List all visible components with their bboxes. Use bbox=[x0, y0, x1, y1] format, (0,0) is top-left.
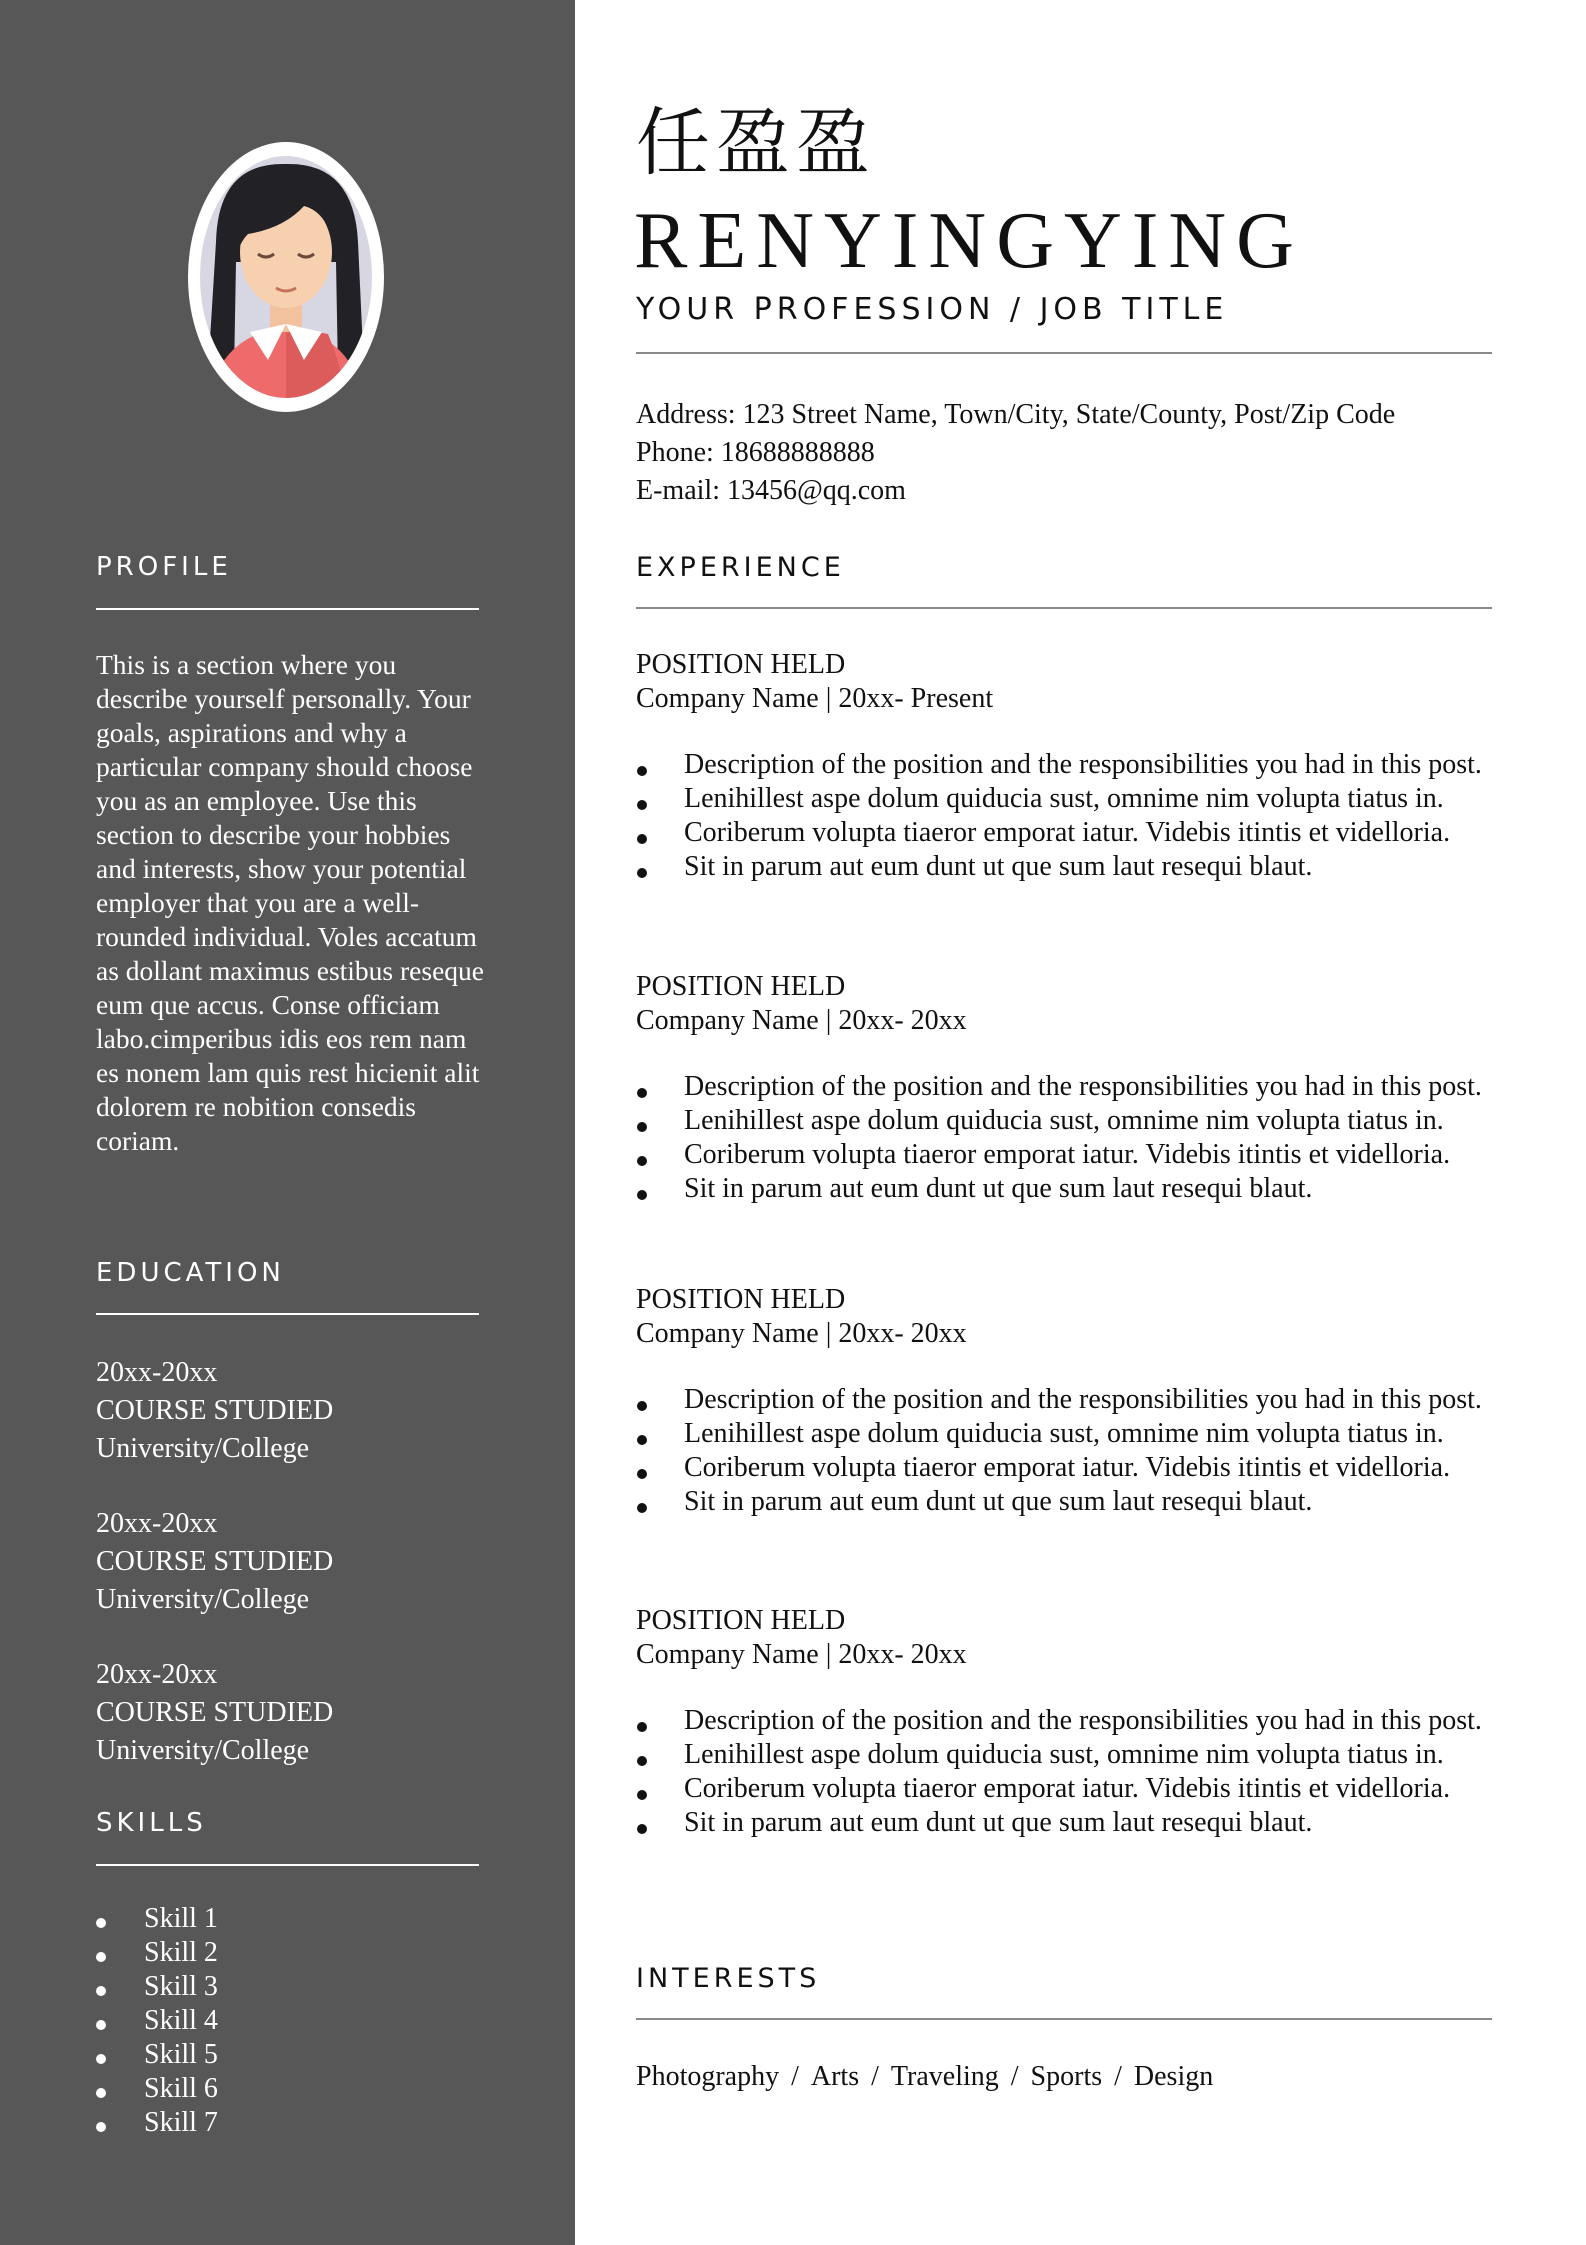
company-dates: Company Name | 20xx- 20xx bbox=[636, 1318, 967, 1349]
education-years: 20xx-20xx bbox=[96, 1357, 218, 1388]
bullet-icon bbox=[637, 1469, 647, 1479]
interest-item: Arts bbox=[810, 2061, 860, 2092]
bullet-icon bbox=[637, 1790, 647, 1800]
job-bullet: Coriberum volupta tiaeror emporat iatur. Videbis itintis et videlloria. bbox=[636, 1138, 1544, 1172]
position-title: POSITION HELD bbox=[636, 971, 846, 1002]
education-course: COURSE STUDIED bbox=[96, 1546, 334, 1577]
bullet-icon bbox=[637, 1401, 647, 1411]
job-bullet: Lenihillest aspe dolum quiducia sust, omnime nim volupta tiatus in. bbox=[636, 1738, 1544, 1772]
bullet-icon bbox=[637, 1435, 647, 1445]
bullet-icon bbox=[637, 1190, 647, 1200]
education-heading: EDUCATION bbox=[96, 1258, 285, 1288]
profile-text: This is a section where you describe yourself personally. Your goals, aspirations and why a particular company should choose you as an employee. Use this section to describe your hobbies and interests, show your potential employer that you are a well-rounded individual. Voles accatum as dollant maximus estibus reseque eum que accus. Conse officiam labo.cimperibus idis eos rem nam es nonem lam quis rest hicienit alit dolorem re nobition consedis coriam. bbox=[96, 649, 484, 1156]
job-bullets bbox=[636, 748, 1506, 884]
bullet-icon bbox=[637, 1722, 647, 1732]
job-bullet: Sit in parum aut eum dunt ut que sum laut resequi blaut. bbox=[636, 1172, 1544, 1206]
interest-item: Photography bbox=[636, 2061, 780, 2092]
job-bullet: Description of the position and the responsibilities you had in this post. bbox=[636, 1704, 1544, 1738]
job-bullet: Sit in parum aut eum dunt ut que sum laut resequi blaut. bbox=[636, 1485, 1544, 1519]
bullet-icon bbox=[637, 1824, 647, 1834]
contact-info bbox=[636, 396, 1395, 510]
bullet-icon bbox=[637, 834, 647, 844]
job-bullets bbox=[636, 1070, 1506, 1206]
job-title: YOUR PROFESSION / JOB TITLE bbox=[636, 292, 1229, 327]
job-entry bbox=[636, 648, 1506, 884]
interest-separator: / bbox=[871, 2061, 879, 2092]
english-name: RENYINGYING bbox=[634, 197, 1304, 285]
education-years: 20xx-20xx bbox=[96, 1659, 218, 1690]
skills-heading: SKILLS bbox=[96, 1808, 207, 1838]
job-bullets bbox=[636, 1704, 1506, 1840]
job-bullet: Lenihillest aspe dolum quiducia sust, omnime nim volupta tiatus in. bbox=[636, 1417, 1544, 1451]
job-bullet: Sit in parum aut eum dunt ut que sum laut resequi blaut. bbox=[636, 1806, 1544, 1840]
education-school: University/College bbox=[96, 1584, 310, 1615]
phone: Phone: 18688888888 bbox=[636, 437, 875, 468]
bullet-icon bbox=[637, 766, 647, 776]
job-bullet: Lenihillest aspe dolum quiducia sust, omnime nim volupta tiatus in. bbox=[636, 1104, 1544, 1138]
job-bullets bbox=[636, 1383, 1506, 1519]
experience-divider bbox=[636, 607, 1492, 609]
education-school: University/College bbox=[96, 1433, 310, 1464]
job-entry bbox=[636, 970, 1506, 1206]
interests-heading: INTERESTS bbox=[636, 1963, 821, 1994]
education-school: University/College bbox=[96, 1735, 310, 1766]
interests-list bbox=[636, 2058, 1213, 2096]
job-bullet: Description of the position and the responsibilities you had in this post. bbox=[636, 1383, 1544, 1417]
company-dates: Company Name | 20xx- 20xx bbox=[636, 1005, 967, 1036]
company-dates: Company Name | 20xx- Present bbox=[636, 683, 994, 714]
interest-separator: / bbox=[1114, 2061, 1122, 2092]
position-title: POSITION HELD bbox=[636, 649, 846, 680]
skill-label: Skill 6 bbox=[144, 2073, 218, 2104]
education-years: 20xx-20xx bbox=[96, 1508, 218, 1539]
job-entry bbox=[636, 1283, 1506, 1519]
job-bullet: Coriberum volupta tiaeror emporat iatur. Videbis itintis et videlloria. bbox=[636, 1772, 1544, 1806]
interest-separator: / bbox=[1010, 2061, 1019, 2092]
experience-heading: EXPERIENCE bbox=[636, 552, 845, 583]
bullet-icon bbox=[637, 800, 647, 810]
job-bullet: Coriberum volupta tiaeror emporat iatur. Videbis itintis et videlloria. bbox=[636, 1451, 1544, 1485]
job-bullet: Sit in parum aut eum dunt ut que sum laut resequi blaut. bbox=[636, 850, 1544, 884]
job-entry bbox=[636, 1604, 1506, 1840]
bullet-icon bbox=[637, 1122, 647, 1132]
position-title: POSITION HELD bbox=[636, 1605, 846, 1636]
bullet-icon bbox=[637, 1156, 647, 1166]
bullet-icon bbox=[637, 1756, 647, 1766]
interest-item: Sports bbox=[1030, 2061, 1103, 2092]
interest-item: Traveling bbox=[890, 2061, 999, 2092]
address: Address: 123 Street Name, Town/City, State/County, Post/Zip Code bbox=[636, 399, 1396, 430]
position-title: POSITION HELD bbox=[636, 1284, 846, 1315]
job-bullet: Description of the position and the responsibilities you had in this post. bbox=[636, 748, 1544, 782]
skill-label: Skill 7 bbox=[144, 2107, 218, 2138]
interest-item: Design bbox=[1133, 2061, 1214, 2092]
job-bullet: Lenihillest aspe dolum quiducia sust, omnime nim volupta tiatus in. bbox=[636, 782, 1544, 816]
interests-divider bbox=[636, 2018, 1492, 2020]
job-bullet: Description of the position and the responsibilities you had in this post. bbox=[636, 1070, 1544, 1104]
header-divider bbox=[636, 352, 1492, 354]
skill-label: Skill 2 bbox=[144, 1937, 218, 1968]
skill-label: Skill 3 bbox=[144, 1971, 218, 2002]
skill-label: Skill 4 bbox=[144, 2005, 218, 2036]
bullet-icon bbox=[637, 868, 647, 878]
skill-label: Skill 1 bbox=[144, 1903, 218, 1934]
profile-heading: PROFILE bbox=[96, 552, 232, 582]
education-course: COURSE STUDIED bbox=[96, 1395, 334, 1426]
skill-label: Skill 5 bbox=[144, 2039, 218, 2070]
chinese-name: 任盈盈 bbox=[636, 100, 876, 186]
education-course: COURSE STUDIED bbox=[96, 1697, 334, 1728]
bullet-icon bbox=[637, 1088, 647, 1098]
interest-separator: / bbox=[791, 2061, 799, 2092]
email: E-mail: 13456@qq.com bbox=[636, 475, 906, 506]
bullet-icon bbox=[637, 1503, 647, 1513]
job-bullet: Coriberum volupta tiaeror emporat iatur. Videbis itintis et videlloria. bbox=[636, 816, 1544, 850]
company-dates: Company Name | 20xx- 20xx bbox=[636, 1639, 967, 1670]
